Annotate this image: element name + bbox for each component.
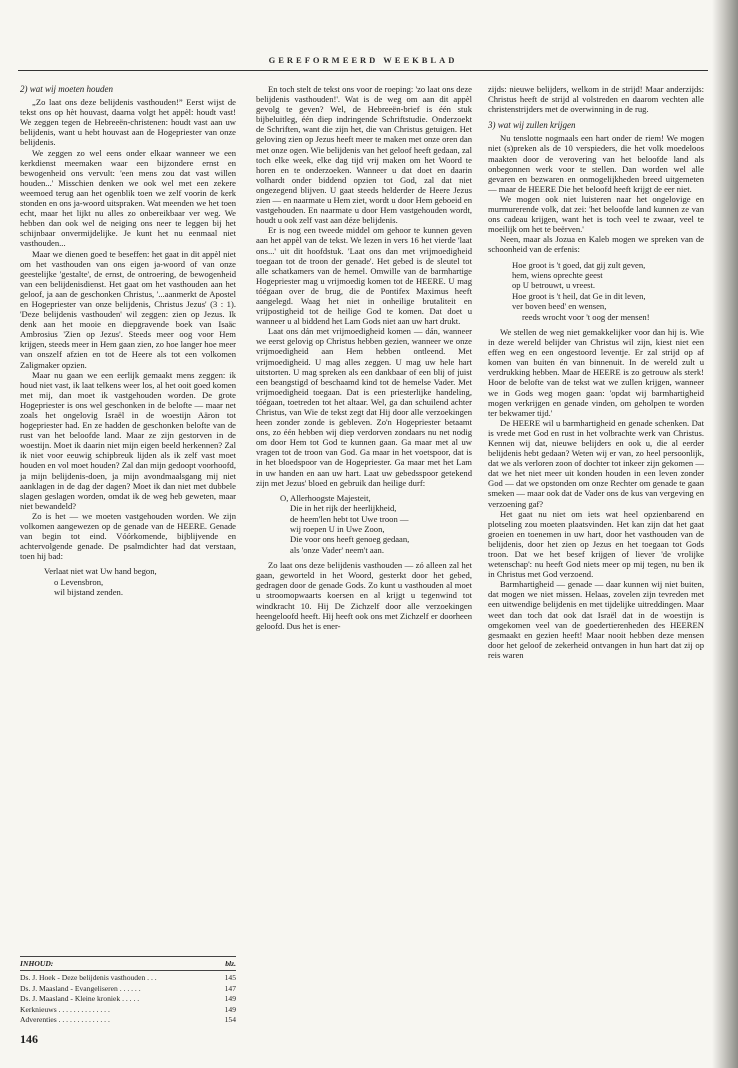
toc-label: INHOUD: (20, 959, 54, 968)
toc-row (20, 994, 236, 1005)
verse-line: Verlaat niet wat Uw hand begon, (44, 566, 157, 577)
toc-row (20, 1015, 236, 1026)
running-header: GEREFORMEERD WEEKBLAD (268, 55, 458, 65)
column-3 (488, 84, 704, 1019)
verse-line: wij roepen U in Uwe Zoon, (290, 523, 385, 534)
verse-line: O, Allerhoogste Majesteit, (280, 492, 371, 503)
toc-page: 154 (224, 1015, 236, 1024)
verse-quote (512, 260, 704, 322)
section-heading: 2) wat wij moeten houden (20, 84, 113, 94)
verse-line: Die in het rijk der heerlijkheid, (290, 503, 397, 514)
paragraph: zijds: nieuwe belijders, welkom in de strijd! Maar anderzijds: Christus heeft de strijd al volstreden en daarom vechten alle christenstrijders met de overwinning in de rug. (488, 84, 704, 115)
verse-line: de heem'len hebt tot Uwe troon — (290, 513, 409, 524)
paragraph: Het gaat nu niet om iets wat heel opzienbarend en plotseling zou moeten plaatsvinden. Het kan zijn dat het gaat groeien en toenemen in uw hart, door het vasthouden van de belijdenis, door het zien op Jezus en het toegaan tot Gods troon. Dat we het besef krijgen of liever 'de vrolijke wetenschap': nu heeft God niets meer op mij tegen, nu ben ik in Christus met God verzoend. (488, 508, 704, 580)
toc-title: Ds. J. Maasland - Evangeliseren . . . . . . (20, 983, 141, 993)
page-number: 146 (20, 1032, 38, 1046)
toc-title: Ds. J. Hoek - Deze belijdenis vasthouden . . . (20, 973, 157, 982)
paragraph: Zo laat ons deze belijdenis vasthouden — zó alleen zal het gaan, geworteld in het Woord, gesterkt door het gebed, gedragen door de genade Gods. Zo kunt u vasthouden al moet u stroomopwaarts koersen en al krijgt u tegenwind tot windkracht 10. Hij De Zichzelf door alle verzoekingen heengeloofd heeft. Hij heeft ook ons met Zichzelf er doorheen geloofd. Dus het is ener- (256, 560, 472, 631)
page-binding-edge (712, 0, 738, 1068)
paragraph: Nu tenslotte nogmaals een hart onder de riem! We mogen niet (s)preken als de 10 verspieders, die het volk moedeloos maakten door de verovering van het beloofde land als onbegonnen werk voor te stellen. Dan worden wel alle gevaren en bezwaren en onmogelijkheden breed uitgemeten — maar de HEERE Die het beloofd heeft krijgt de eer niet. (488, 133, 704, 194)
toc-title: Ds. J. Maasland - Kleine kroniek . . . . . (20, 994, 140, 1003)
verse-quote (280, 493, 472, 555)
paragraph: Laat ons dán met vrijmoedigheid komen — dán, wanneer we eerst gelovig op Christus hebben gezien, wanneer we onze vrijmoedigheid aan Hem hebben ontleend. Met vrijmoedigheid. U mag alles zeggen. U mag uw hele hart uitstorten. U mag spreken als een dankbaar of een blij of juist een beangstigd of beschaamd kind tot de hemelse Vader. Met vrijmoedigheid toegaan. Dat is een priesterlijke handeling, tóégaan, toetreden tot het altaar. Wel, ga dan schuilend achter Christus, van Wie de tekst zegt dat Hij door alle verzoekingen heen zonder zonde is gebleven. Zo'n Hogepriester betaamt ons, zo één hebben wij diep verdorven zondaars nu net nodig om door Hem tot God te kunnen gaan. Ga maar met al uw vragen tot de troon van God. Ga maar in het voetspoor, dat is in het bloedspoor van de Hogepriester. Ga maar met het Lam in uw handen en aan uw hart. Laat uw gebedsspoor getekend zijn met Jezus' bloed en gebruik dan heilige durf: (256, 326, 472, 488)
verse-line: als 'onze Vader' neem't aan. (290, 544, 384, 555)
verse-line: Die voor ons heeft genoeg gedaan, (290, 534, 410, 545)
paragraph: We stellen de weg niet gemakkelijker voor dan hij is. Wie in deze wereld belijder van Christus wil zijn, kiest niet een effen weg en een ongestoord leventje. Er zal strijd op af komen van buiten én van binnenuit. In de wereld zult u verdrukking hebben. Maar de HEERE is zo getrouw als sterk! Hoor de belofte van de tekst wat we zullen krijgen, wanneer we in Gods weg mogen gaan: 'opdat wij barmhartigheid mogen verkrijgen en genade vinden, om geholpen te worden ter bekwamer tijd.' (488, 326, 704, 418)
verse-line: reeds wrocht voor 't oog der mensen! (522, 311, 650, 322)
verse-quote (44, 566, 236, 597)
toc-row (20, 984, 236, 995)
toc-title: Adverenties . . . . . . . . . . . . . . (20, 1015, 110, 1024)
toc-row (20, 973, 236, 984)
paragraph: Er is nog een tweede middel om gehoor te kunnen geven aan het appèl van de tekst. We lezen in vers 16 het vierde 'laat ons...' uit dit hoofdstuk. 'Laat ons dan met vrijmoedigheid toegaan tot de troon der genade'. Het gebed is de sleutel tot alle schatkamers van de hemel. Omwille van de barmhartige Hogepriester mag u vrijmoedig komen tot de HEERE. U mag tóégaan over de brug, die de Pontifex Maximus heeft aangelegd. Waag het niet in onheilige brutaliteit en vrijpostigheid tot de heilige God te komen. Dat doet u wanneer u al biddend het Lam Gods niet aan uw hart drukt. (256, 225, 472, 327)
section-heading: 3) wat wij zullen krijgen (488, 120, 576, 131)
paragraph: „Zo laat ons deze belijdenis vasthouden!” Eerst wijst de tekst ons op hèt houvast, daarna volgt het appèl: houdt vast! We zeggen tegen de Hebreeën-christenen: houdt vast aan uw belijdenis, want u hebt houvast aan de Hogepriester van onze belijdenis. (20, 97, 236, 148)
toc-page-col: blz. (225, 959, 236, 968)
toc-page: 145 (224, 973, 236, 982)
toc-page: 149 (224, 1004, 236, 1014)
verse-line: op U betrouwt, u vreest. (512, 280, 596, 291)
paragraph: Maar we dienen goed te beseffen: het gaat in dit appèl niet om het vasthouden van ons eigen ja-woord of van onze geestelijke 'gestalte', de ernst, de ontroering, de bewogenheid van een belijdenisdienst. Het gaat om het vasthouden aan het geloof, ja aan de geschonken Christus, '...aanmerkt de Apostel en Hogepriester van onze belijdenis, Christus Jezus' (3 : 1). 'Deze belijdenis vasthouden' wil zeggen: zien op Jezus. Ik denk aan het mooie en diepgravende boek van Isaäc Ambrosius 'Zien op Jezus'. Steeds meer oog voor Hem krijgen, steeds meer in Hem gaan zien, zo hoe langer hoe meer van onszelf afzien en tot de Heere als tot een volkomen Zaligmaker opzien. (20, 248, 236, 370)
column-1 (20, 84, 236, 954)
verse-line: Hoe groot is 't goed, dat gij zult geven, (512, 259, 646, 270)
table-of-contents (20, 956, 236, 1026)
paragraph: Neen, maar als Jozua en Kaleb mogen we spreken van de schoonheid van de erfenis: (488, 234, 704, 255)
toc-title: Kerknieuws . . . . . . . . . . . . . . (20, 1004, 110, 1014)
paragraph: We zeggen zo wel eens onder elkaar wanneer we een kerkdienst meemaken waar een bijzondere ernst en bewogenheid ons vervult: 'een mens zou dat vast willen houden...' Misschien denken we ook wel met een zekere weemoed terug aan het ogenblik toen we zelf voorin de kerk stonden en ons ja-woord uitspraken. Wat meenden we het toen echt, maar het lijkt nu alles zo onbereikbaar ver weg. We hebben dan ook wel de neiging ons neer te leggen bij het schijnbaar onvermijdelijke. Je kunt het nu eenmaal niet vasthouden... (20, 147, 236, 249)
paragraph: Zo is het — we moeten vastgehouden worden. We zijn volkomen aangewezen op de genade van de HEERE. Genade van begin tot eind. Vóórkomende, bijblijvende en achtervolgende genade. De psalmdichter had dat verstaan, toen hij bad: (20, 510, 236, 562)
header-rule (18, 70, 708, 71)
paragraph: Maar nu gaan we een eerlijk gemaakt mens zeggen: ik houd niet vast, ik laat telkens weer los, al het ooit goed komen met mij, dan moet ik vastgehouden worden. De grote Hogepriester is ons wel geschonken in de belofte — maar net zoals het ongelovig Israël in de woestijn Aäron tot hogepriester had. En ze hadden de geschonken belofte van de rust van het beloofde land. Maar ze zijn gestorven in de woestijn. Moet ik daarin niet mijn eigen beeld herkennen? Zal ik niet voor eeuwig schipbreuk lijden als ik zelf vast moet houden en vol moet houden? Zal dan mijn gedoopt voorhoofd, ja mijn belijdenis-doen, ja mijn avondmaalsgang mij niet aanklagen in de dag der dagen? Moet ik dan niet met dubbele slagen geslagen worden, omdat ik de weg heb geweten, maar niet bewandeld? (20, 369, 236, 511)
verse-line: wil bijstand zenden. (54, 587, 123, 598)
verse-line: ver boven beed' en wensen, (512, 301, 607, 312)
verse-line: o Levensbron, (54, 576, 104, 587)
verse-line: Hoe groot is 't heil, dat Ge in dit leven, (512, 290, 646, 301)
paragraph: Barmhartigheid — genade — daar kunnen wij niet buiten, dat mogen we niet missen. Helaas, zovelen zijn tevreden met een uitwendige belijdenis en met tijdelijke uitreddingen. Maar weet dan toch dat ook dat Israël dat in de woestijn is omgekomen veel van de goedertierenheden des HEEREN gesmaakt en gezien heeft! Maar nooit hebben deze mensen door het geloof de zekerheid ontvangen in hun hart dat zij op reis waren (488, 579, 704, 660)
verse-line: hem, wiens oprechte geest (512, 269, 603, 280)
toc-page: 147 (224, 983, 236, 993)
column-2 (256, 84, 472, 1014)
toc-row (20, 1005, 236, 1016)
paragraph: De HEERE wil u barmhartigheid en genade schenken. Dat is vrede met God en rust in het volbrachte werk van Christus. Kennen wij dat, nieuwe belijders en ook u, die al eerder belijdenis hebt gedaan? Weten wij er van, zo heel persoonlijk, dat we als verloren zoon of dochter tot inkeer zijn gekomen — dat we het niet meer uit konden houden in een leven zonder God — dat we opstonden om onze Rechter om genade te gaan smeken — maar ook dat de Vader ons de kus van vergeving en verzoening gaf? (488, 417, 704, 509)
toc-header (20, 956, 236, 971)
paragraph: En toch stelt de tekst ons voor de roeping: 'zo laat ons deze belijdenis vasthouden!'. Wat is de weg om aan dit appèl gevolg te geven? Wel, de Hebreeën-brief is één stuk bijbeluitleg, één diep indringende Schriftstudie. Onderzoekt de Schriften, want die zijn het, die van Christus getuigen. Het geloving zien op Jezus heeft meer te maken met onze oren dan met onze ogen. Wie belijdenis van het geloof heeft gedaan, zal toch elke week, elke dag tijd vrij maken om het Woord te horen en te onderzoeken. Wanneer u dat doet en daarin volhardt onder biddend opzien tot God, zal dat niet ongezegend blijven. U gaat steeds helderder de Heere Jezus zien — en naarmate u Hem ziet, wordt u door Hem geboeid en vastgehouden. En naarmate u door Hem vastgehouden wordt, houdt u ook zelf vast aan déze belijdenis. (256, 84, 472, 226)
paragraph: We mogen ook niet luisteren naar het ongelovige en murmurerende volk, dat zei: 'het beloofde land kunnen ze van ons cadeau krijgen, want het is toch veel te zwaar, veel te moeilijk om het te beërven.' (488, 193, 704, 235)
toc-page: 149 (224, 994, 236, 1003)
